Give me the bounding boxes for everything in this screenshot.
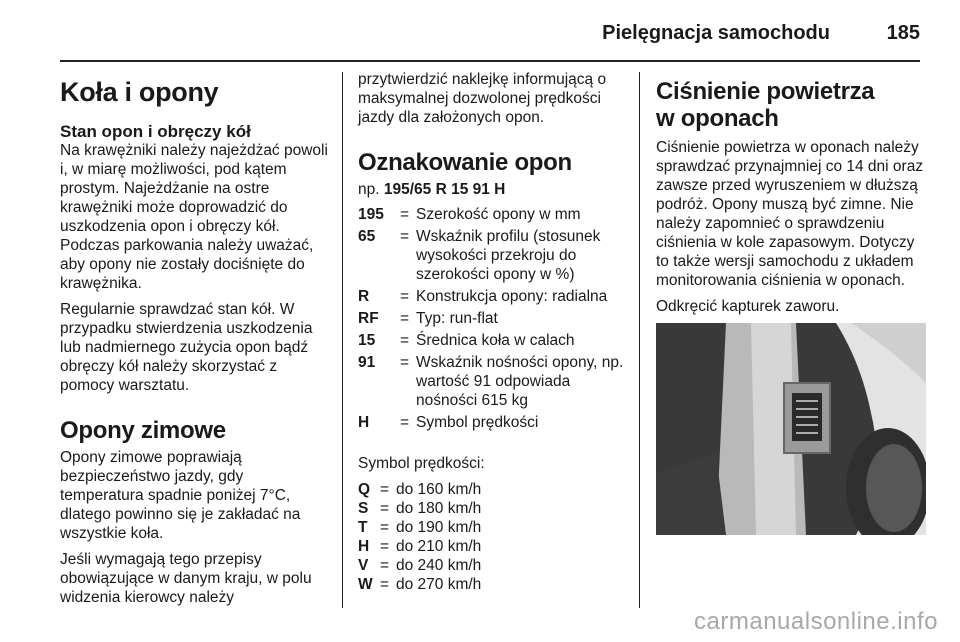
definition-key: H <box>358 414 370 431</box>
definition-value: Typ: run-flat <box>416 310 498 327</box>
speed-key: S <box>358 500 369 517</box>
equals-sign: = <box>400 332 410 349</box>
definition-key: RF <box>358 310 379 327</box>
speed-key: H <box>358 538 370 555</box>
equals-sign: = <box>380 538 390 555</box>
column-1 <box>60 70 330 614</box>
definition-key: 15 <box>358 332 376 349</box>
page-number: 185 <box>886 22 920 44</box>
definition-value: Szerokość opony w mm <box>416 206 581 223</box>
example-prefix: np. <box>358 181 380 198</box>
column-divider-1 <box>342 72 343 608</box>
speed-value: do 180 km/h <box>396 500 482 517</box>
heading-line-1: Ciśnienie powietrza <box>656 78 875 105</box>
definition-value: Wskaźnik profilu (stosunek wysokości przekroju do szerokości opony w %) <box>416 228 601 283</box>
speed-row <box>358 518 630 537</box>
equals-sign: = <box>380 481 390 498</box>
equals-sign: = <box>380 519 390 536</box>
speed-key: T <box>358 519 368 536</box>
speed-value: do 190 km/h <box>396 519 482 536</box>
speed-row <box>358 480 630 499</box>
door-sill-illustration <box>656 323 926 535</box>
definition-row <box>358 227 630 284</box>
example-code: 195/65 R 15 91 H <box>383 181 506 198</box>
definition-row <box>358 205 630 224</box>
watermark-text: carmanualsonline.info <box>694 608 938 635</box>
speed-key: Q <box>358 481 371 498</box>
speed-value: do 160 km/h <box>396 481 482 498</box>
speed-list <box>358 480 630 594</box>
equals-sign: = <box>400 206 410 223</box>
speed-row <box>358 556 630 575</box>
speed-row <box>358 537 630 556</box>
speed-value: do 270 km/h <box>396 576 482 593</box>
column-2 <box>358 70 630 594</box>
paragraph-check: Regularnie sprawdzać stan kół. W przypadku stwierdzenia uszkodzenia lub nadmiernego zużycia opon bądź obręczy kół należy skorzystać z pomocy warsztatu. <box>60 301 313 394</box>
definition-value: Symbol prędkości <box>416 414 539 431</box>
equals-sign: = <box>400 310 410 327</box>
speed-value: do 210 km/h <box>396 538 482 555</box>
section-heading-pressure <box>656 78 926 132</box>
speed-key: V <box>358 557 369 574</box>
definition-value: Średnica koła w calach <box>416 332 575 349</box>
equals-sign: = <box>400 414 410 431</box>
page-header-title: Pielęgnacja samochodu <box>602 22 830 44</box>
paragraph-continued: przytwierdzić naklejkę informującą o maksymalnej dozwolonej prędkości jazdy dla założonych opon. <box>358 71 607 126</box>
definition-row <box>358 309 630 328</box>
speed-key: W <box>358 576 373 593</box>
tire-code-example <box>358 180 630 199</box>
definition-list <box>358 205 630 432</box>
column-divider-2 <box>639 72 640 608</box>
paragraph-curbs: Na krawężniki należy najeżdżać powoli i, w miarę możliwości, pod kątem prostym. Najeżdżanie na ostre krawężniki może doprowadzić do uszkodzenia opon i obręczy kół. Podczas parkowania należy uważać, aby opony nie zostały dociśnięte do krawężnika. <box>60 142 328 292</box>
speed-symbol-title: Symbol prędkości: <box>358 455 485 472</box>
subheading-condition: Stan opon i obręczy kół <box>60 122 251 141</box>
equals-sign: = <box>380 576 390 593</box>
equals-sign: = <box>400 228 410 245</box>
header-rule <box>60 60 920 62</box>
definition-key: 65 <box>358 228 376 245</box>
equals-sign: = <box>380 500 390 517</box>
definition-key: 195 <box>358 206 384 223</box>
equals-sign: = <box>400 354 410 371</box>
definition-value: Konstrukcja opony: radialna <box>416 288 608 305</box>
equals-sign: = <box>380 557 390 574</box>
definition-value: Wskaźnik nośności opony, np. wartość 91 odpowiada nośności 615 kg <box>416 354 624 409</box>
paragraph-valve: Odkręcić kapturek zaworu. <box>656 298 840 315</box>
section-heading-marking: Oznakowanie opon <box>358 149 572 176</box>
column-3 <box>656 70 926 535</box>
heading-line-2: w oponach <box>656 105 779 132</box>
paragraph-winter-1: Opony zimowe poprawiają bezpieczeństwo jazdy, gdy temperatura spadnie poniżej 7°C, dlatego powinno się je zakładać na wszystkie koła. <box>60 449 301 542</box>
speed-row <box>358 499 630 518</box>
definition-key: 91 <box>358 354 376 371</box>
tire-pressure-label-photo <box>656 323 926 535</box>
section-heading-wheels: Koła i opony <box>60 77 219 107</box>
definition-row <box>358 287 630 306</box>
definition-row <box>358 353 630 410</box>
definition-row <box>358 331 630 350</box>
speed-row <box>358 575 630 594</box>
paragraph-winter-2: Jeśli wymagają tego przepisy obowiązujące w danym kraju, w polu widzenia kierowcy należy <box>60 551 312 606</box>
equals-sign: = <box>400 288 410 305</box>
paragraph-pressure: Ciśnienie powietrza w oponach należy sprawdzać przynajmniej co 14 dni oraz zawsze przed wyruszeniem w dłuższą podróż. Opony muszą być zimne. Nie należy zapomnieć o sprawdzeniu ciśnienia w kole zapasowym. Dotyczy to także wersji samochodu z układem monitorowania ciśnienia w oponach. <box>656 139 924 289</box>
definition-key: R <box>358 288 370 305</box>
definition-row <box>358 413 630 432</box>
section-heading-winter: Opony zimowe <box>60 417 226 444</box>
speed-value: do 240 km/h <box>396 557 482 574</box>
